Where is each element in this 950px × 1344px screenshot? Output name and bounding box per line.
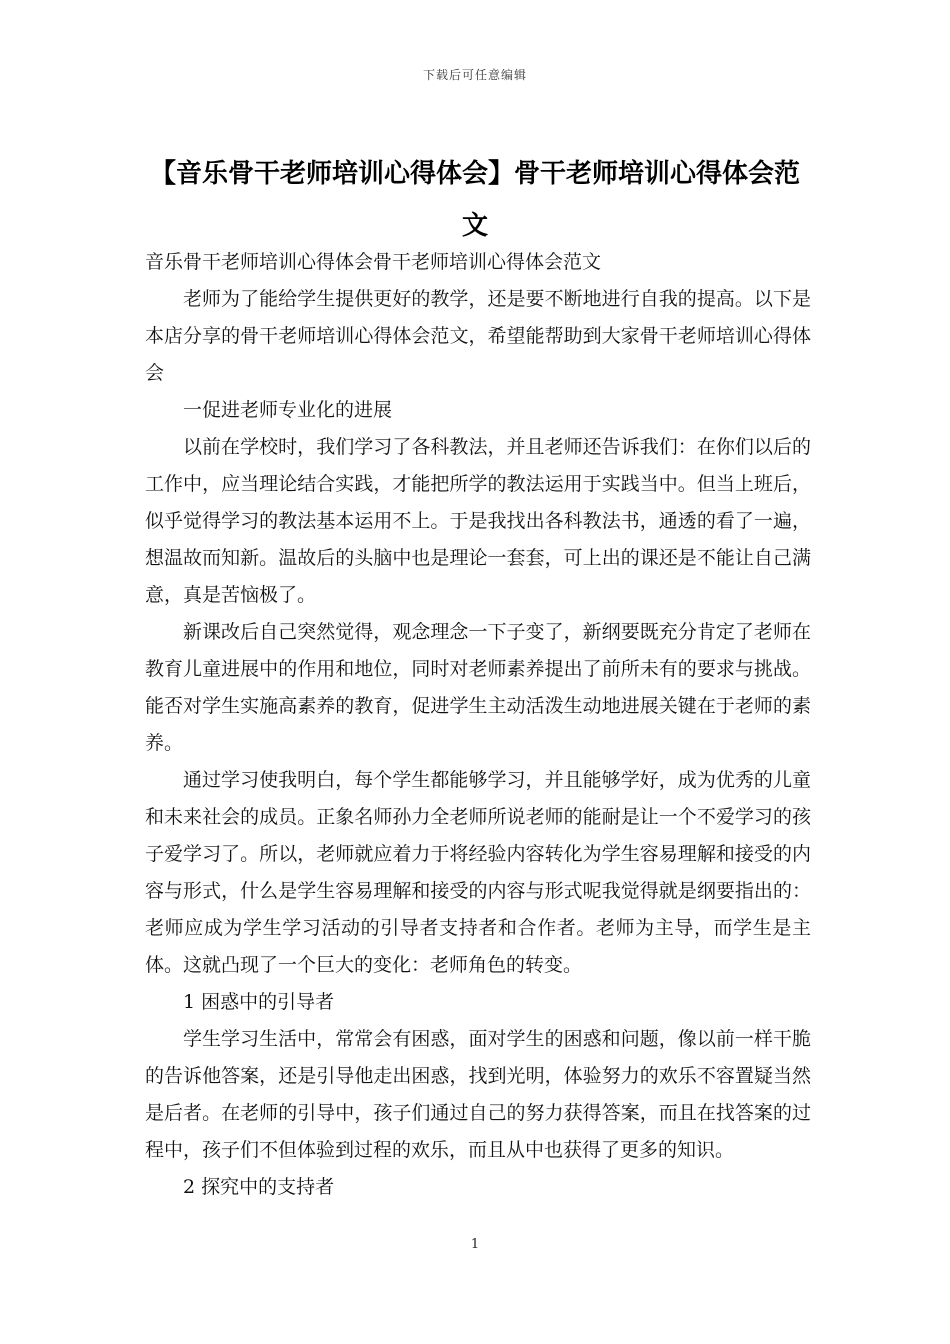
body-paragraph: 学生学习生活中，常常会有困惑，面对学生的困惑和问题，像以前一样干脆的告诉他答案，还是引导他走出困惑，找到光明，体验努力的欢乐不容置疑当然是后者。在老师的引导中，孩子们通过自己的努力获得答案，而且在找答案的过程中，孩子们不但体验到过程的欢乐，而且从中也获得了更多的知识。 (145, 1028, 811, 1161)
document-body (145, 244, 811, 1206)
section-heading: 一促进老师专业化的进展 (183, 399, 393, 421)
body-paragraph: 通过学习使我明白，每个学生都能够学习，并且能够学好，成为优秀的儿童和未来社会的成员。正象名师孙力全老师所说老师的能耐是让一个不爱学习的孩子爱学习了。所以，老师就应着力于将经验内容转化为学生容易理解和接受的内容与形式，什么是学生容易理解和接受的内容与形式呢我觉得就是纲要指出的：老师应成为学生学习活动的引导者支持者和合作者。老师为主导，而学生是主体。这就凸现了一个巨大的变化：老师角色的转变。 (145, 769, 811, 976)
header-note: 下载后可任意编辑 (422, 68, 527, 82)
document-subtitle: 音乐骨干老师培训心得体会骨干老师培训心得体会范文 (145, 251, 602, 273)
body-paragraph: 新课改后自己突然觉得，观念理念一下子变了，新纲要既充分肯定了老师在教育儿童进展中的作用和地位，同时对老师素养提出了前所未有的要求与挑战。能否对学生实施高素养的教育，促进学生主动活泼生动地进展关键在于老师的素养。 (145, 621, 811, 754)
document-title: 【音乐骨干老师培训心得体会】骨干老师培训心得体会范文 (149, 159, 800, 241)
body-paragraph: 老师为了能给学生提供更好的教学，还是要不断地进行自我的提高。以下是本店分享的骨干老师培训心得体会范文，希望能帮助到大家骨干老师培训心得体会 (145, 288, 811, 384)
body-paragraph: 以前在学校时，我们学习了各科教法，并且老师还告诉我们：在你们以后的工作中，应当理论结合实践，才能把所学的教法运用于实践当中。但当上班后，似乎觉得学习的教法基本运用不上。于是我找出各科教法书，通透的看了一遍，想温故而知新。温故后的头脑中也是理论一套套，可上出的课还是不能让自己满意，真是苦恼极了。 (145, 436, 811, 606)
page-number: 1 (470, 1237, 480, 1252)
section-heading: 1 困惑中的引导者 (183, 991, 335, 1013)
section-heading: 2 探究中的支持者 (183, 1176, 335, 1198)
